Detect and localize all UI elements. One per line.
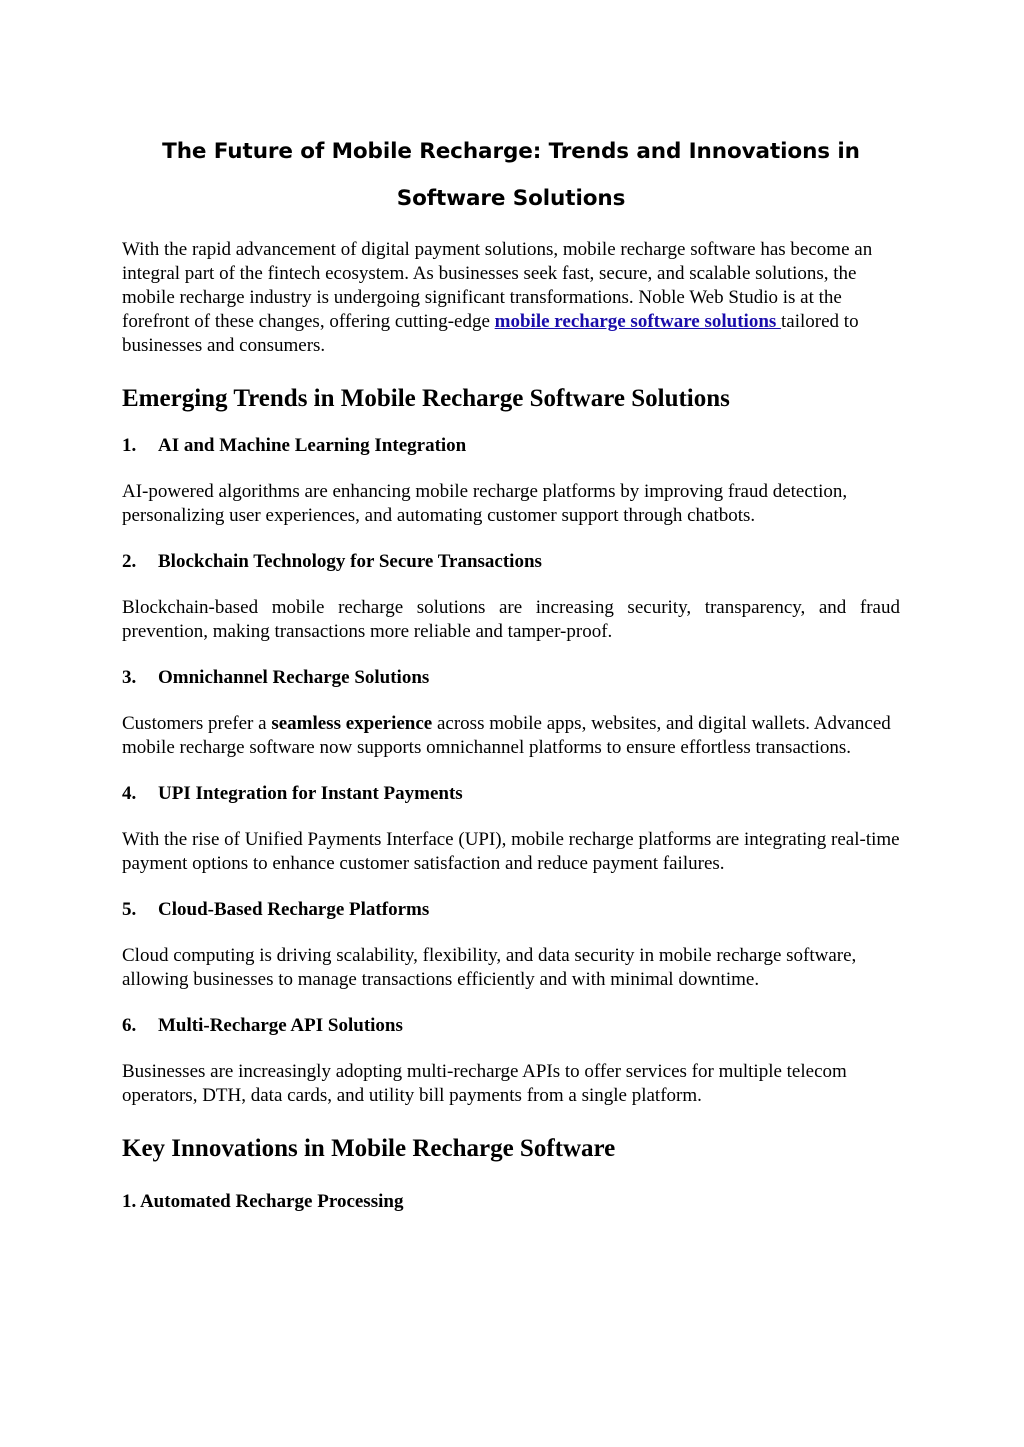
trend-heading xyxy=(122,782,900,806)
trend-number: 3. xyxy=(122,667,137,688)
trend-number: 6. xyxy=(122,1015,137,1036)
trend-title: Omnichannel Recharge Solutions xyxy=(158,667,430,688)
intro-text: With the rapid advancement of digital payment solutions, mobile recharge software has become an integral part of the fintech ecosystem. As businesses seek fast, secure, and scalable solutions, the mobile recharge industry is undergoing significant transformations. Noble Web Studio is at the forefront of these changes, offering cutting-edge xyxy=(122,239,873,332)
trend-title: Multi-Recharge API Solutions xyxy=(158,1015,403,1036)
trend-paragraph: Businesses are increasingly adopting multi-recharge APIs to offer services for multiple telecom operators, DTH, data cards, and utility bill payments from a single platform. xyxy=(122,1061,847,1106)
trend-heading xyxy=(122,1014,900,1038)
innovation-subheading: 1. Automated Recharge Processing xyxy=(122,1191,404,1212)
document-content xyxy=(122,128,900,1214)
trend-paragraph: Blockchain-based mobile recharge solutions are increasing security, transparency, and fraud prevention, making transactions more reliable and tamper-proof. xyxy=(122,597,900,642)
trend-heading xyxy=(122,434,900,458)
trend-paragraph: Cloud computing is driving scalability, flexibility, and data security in mobile recharge software, allowing businesses to manage transactions efficiently and with minimal downtime. xyxy=(122,945,857,990)
document-title: The Future of Mobile Recharge: Trends and Innovations in Software Solutions xyxy=(162,139,860,211)
trend-text: Customers prefer a xyxy=(122,713,272,734)
trend-number: 5. xyxy=(122,899,137,920)
section-heading-innovations: Key Innovations in Mobile Recharge Software xyxy=(122,1135,616,1162)
section-heading-trends: Emerging Trends in Mobile Recharge Software Solutions xyxy=(122,385,730,412)
trend-heading xyxy=(122,898,900,922)
trend-title: Blockchain Technology for Secure Transactions xyxy=(158,551,542,572)
trend-paragraph: AI-powered algorithms are enhancing mobile recharge platforms by improving fraud detection, personalizing user experiences, and automating customer support through chatbots. xyxy=(122,481,848,526)
intro-paragraph xyxy=(122,238,900,358)
trend-number: 2. xyxy=(122,551,137,572)
trend-paragraph xyxy=(122,712,900,760)
trend-number: 4. xyxy=(122,783,137,804)
trend-text-bold: seamless experience xyxy=(271,713,433,734)
intro-text-end: tailored to businesses and consumers. xyxy=(122,311,859,356)
trend-title: UPI Integration for Instant Payments xyxy=(158,783,463,804)
trend-heading xyxy=(122,550,900,574)
trend-title: Cloud-Based Recharge Platforms xyxy=(158,899,430,920)
trend-number: 1. xyxy=(122,435,137,456)
trend-heading xyxy=(122,666,900,690)
trend-paragraph: With the rise of Unified Payments Interface (UPI), mobile recharge platforms are integrating real-time payment options to enhance customer satisfaction and reduce payment failures. xyxy=(122,829,900,874)
trend-title: AI and Machine Learning Integration xyxy=(158,435,467,456)
mobile-recharge-link[interactable]: mobile recharge software solutions xyxy=(494,311,782,332)
trend-text: across mobile apps, websites, and digital wallets. Advanced mobile recharge software now supports omnichannel platforms to ensure effortless transactions. xyxy=(122,713,891,758)
